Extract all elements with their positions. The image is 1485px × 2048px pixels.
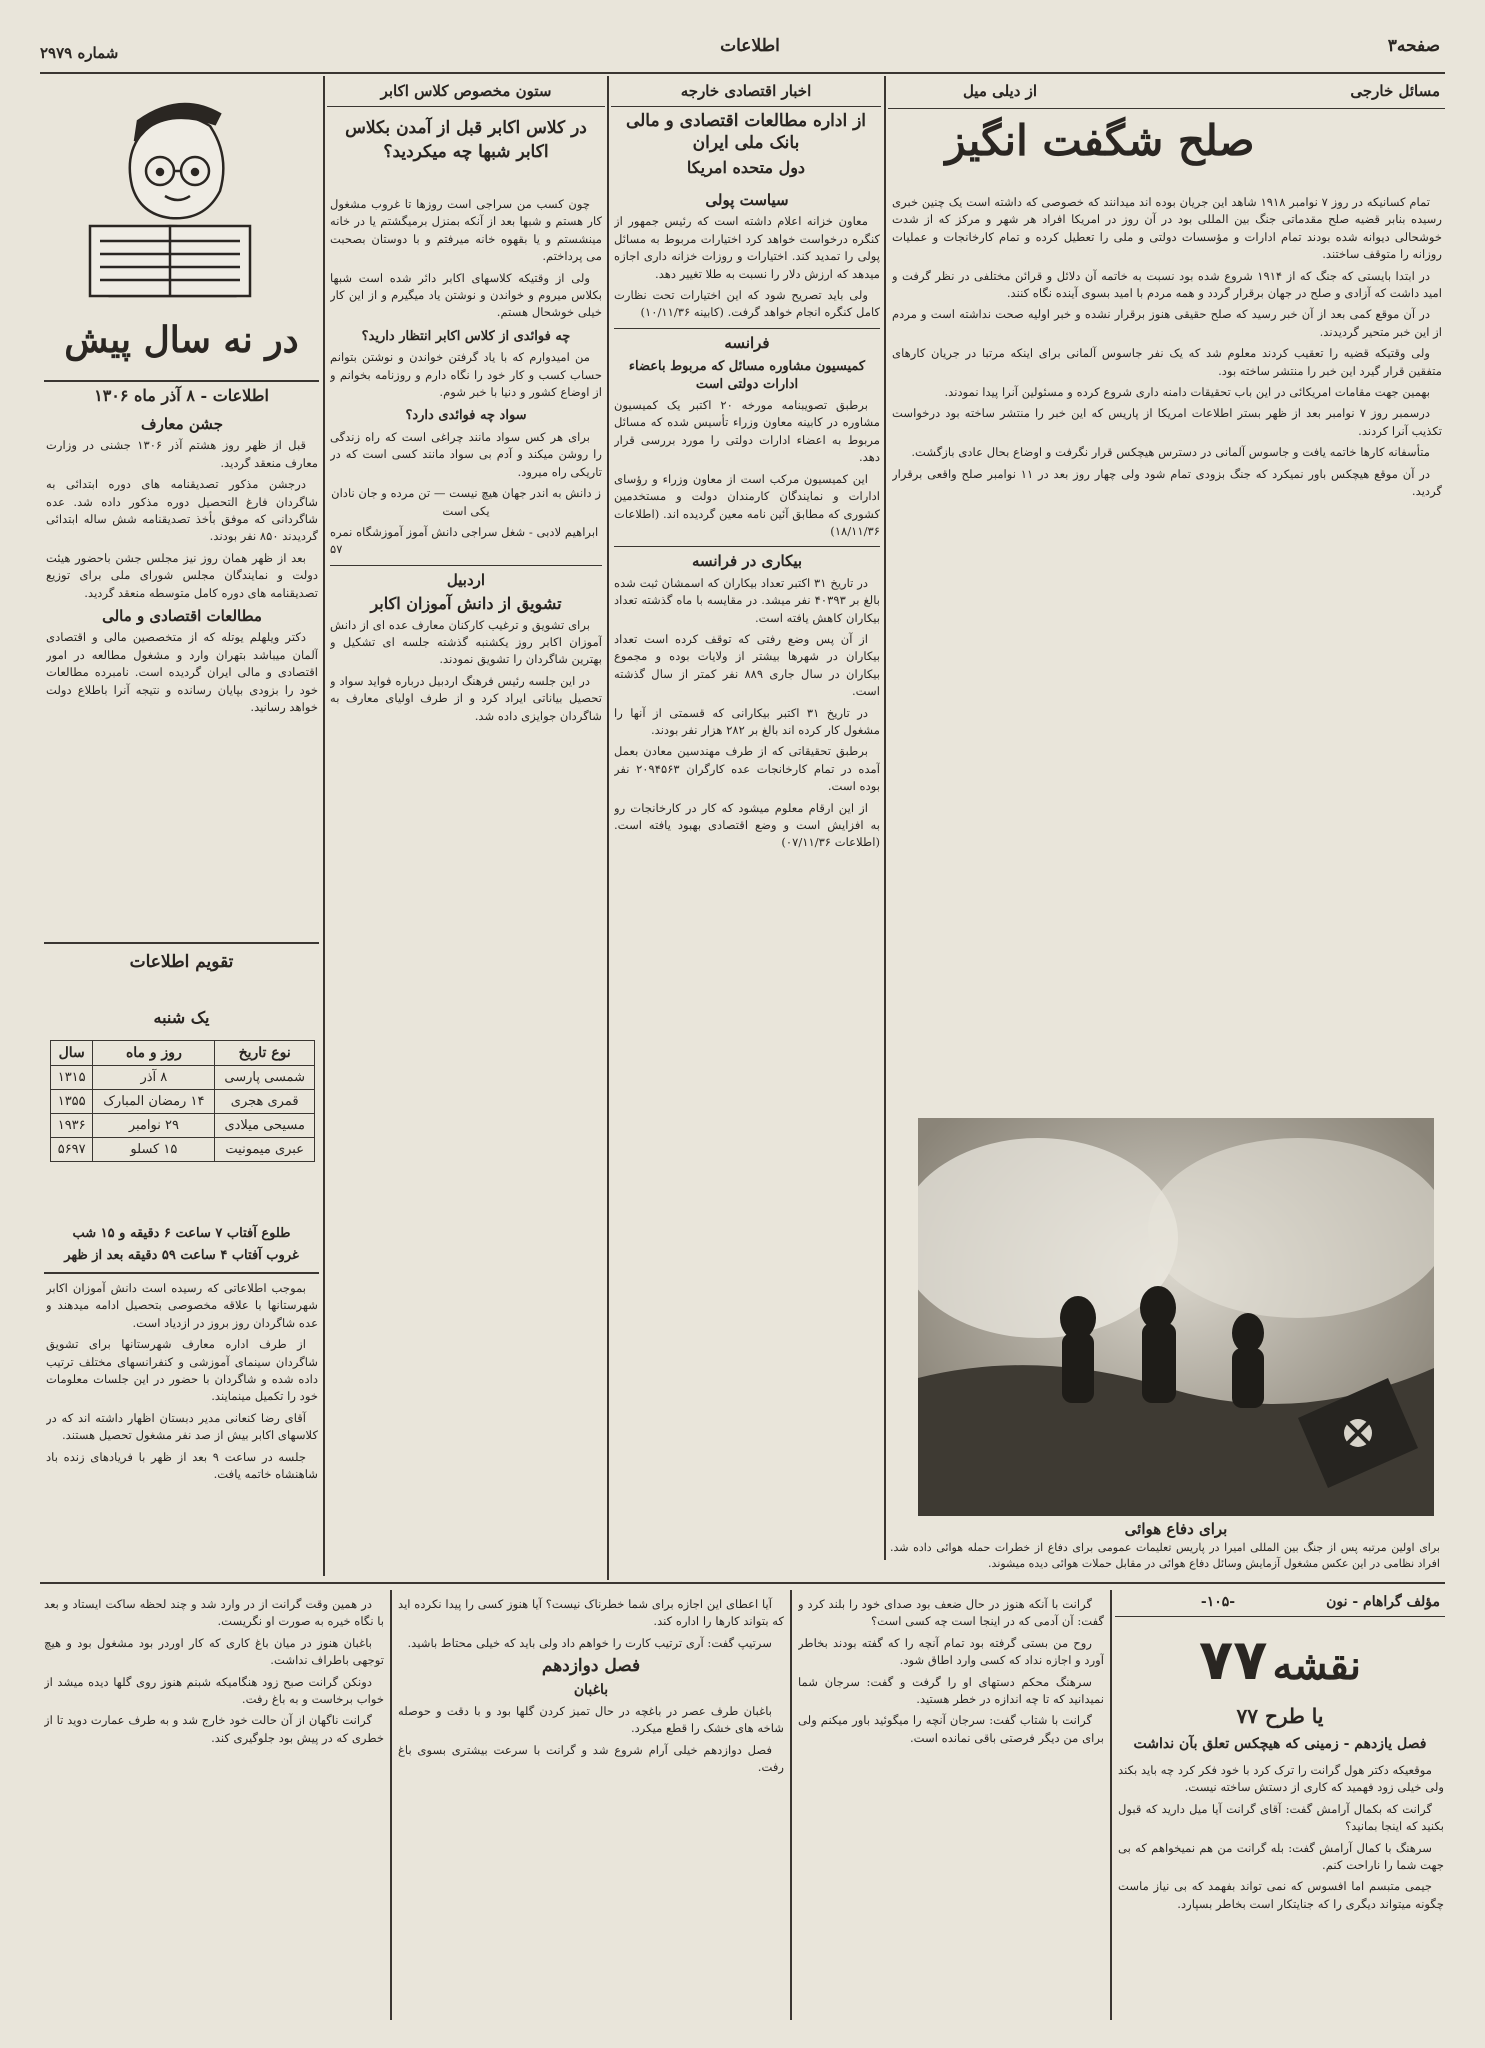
dateline: اطلاعات - ۸ آذر ماه ۱۳۰۶ [94, 386, 269, 405]
table-header-row [51, 1041, 315, 1066]
serial-title-block [1115, 1628, 1445, 1698]
serial-author: مؤلف گراهام - نون [1326, 1594, 1440, 1610]
newspaper-name: اطلاعات [720, 36, 780, 56]
section-rule [44, 1272, 319, 1274]
paragraph: ولی از وقتیکه کلاسهای اکابر دائر شده است شبها بکلاس میروم و خواندن و نوشتن یاد میگیرم و از این کار خیلی خوشحال هستم. [330, 270, 602, 320]
column-header: سال [51, 1041, 93, 1066]
serial-page-number: -۱۰۵- [1200, 1594, 1236, 1610]
paragraph: درسمبر روز ۷ نوامبر بعد از ظهر بستر اطلاعات امریکا از پاریس که این خبر را منتشر ساخته بود درخواست تکذیب آنرا کردند. [892, 406, 1442, 438]
cartoon-illustration [70, 96, 270, 306]
subtitle: مطالعات اقتصادی و مالی [102, 607, 262, 626]
paragraph: دکتر ویلهلم یوتله که از متخصصین مالی و اقتصادی آلمان میباشد بتهران وارد و مشغول مطالعه در امور اقتصادی و مالی ایران گردیده است. نامبرده مطالعات خود را بزودی بپایان رسانده و نتیجه آنرا باطلاع دولت خواهد رسانید. [46, 630, 318, 715]
column-header: نوع تاریخ [215, 1041, 315, 1066]
paragraph: من امیدوارم که با یاد گرفتن خواندن و نوشتن بتوانم حساب کسب و کار خود را نگاه دارم و روزنامه بخوانم و از اوضاع کشور و دنیا با خبر شوم. [330, 350, 602, 400]
separator [614, 546, 880, 547]
paragraph: معاون خزانه اعلام داشته است که رئیس جمهور از کنگره درخواست خواهد کرد اختیارات مربوط به مسائل پولی را تمدید کند. اختیارات و روزات خزانه داری اجازه میدهد که ارزش دلار را نسبت به طلا تغییر دهد. [614, 214, 880, 281]
column-header: روز و ماه [93, 1041, 215, 1066]
paragraph: گرانت با آنکه هنوز در حال ضعف بود صدای خود را بلند کرد و گفت: آن آدمی که در اینجا است چه کسی است؟ [798, 1597, 1104, 1629]
header-rule [327, 106, 605, 107]
economic-headline: از اداره مطالعات اقتصادی و مالی بانک ملی ایران [625, 111, 867, 153]
table-cell: ۱۹۳۶ [51, 1114, 93, 1138]
paragraph: برای هر کس سواد مانند چراغی است که راه زندگی را روشن میکند و آدم بی سواد مانند کسی است که در تاریکی راه میرود. [330, 429, 602, 479]
foreign-article-body [892, 194, 1442, 1114]
paragraph: در این جلسه رئیس فرهنگ اردبیل درباره فواید سواد و تحصیل بیاناتی ایراد کرد و از طرف اولیای معارف به شاگردان جوایزی داده شد. [330, 673, 602, 723]
article-subtitle: کمیسیون مشاوره مسائل که مربوط باعضاء ادارات دولتی است [628, 359, 866, 392]
serial-title-number: ۷۷ [1199, 1628, 1268, 1693]
separator [614, 328, 880, 329]
masthead-rule [40, 72, 1445, 74]
paragraph: برطبق تحقیقاتی که از طرف مهندسین معادن بعمل آمده در تمام کارخانجات عده کارگران ۲۰۹۴۵۶۳ نفر بوده است. [614, 744, 880, 794]
paragraph: آقای رضا کنعانی مدیر دبستان اظهار داشته اند که در کلاسهای اکابر بیش از صد نفر مشغول تحصیل هستند. [46, 1410, 318, 1443]
serial-column-3 [398, 1596, 784, 2020]
article-title: سیاست پولی [705, 191, 789, 209]
table-row [51, 1114, 315, 1138]
table-row [51, 1090, 315, 1114]
paragraph: سرهنگ محکم دستهای او را گرفت و گفت: سرجان شما نمیدانید که تا چه اندازه در خطر هستید. [798, 1674, 1104, 1707]
article-title: بیکاری در فرانسه [691, 552, 803, 571]
issue-label: شماره ۲۹۷۹ [40, 44, 119, 62]
serial-column-4 [44, 1596, 384, 2020]
table-cell: ۱۳۵۵ [51, 1090, 93, 1114]
memory-body [46, 410, 318, 930]
table-cell: ۱۳۱۵ [51, 1066, 93, 1090]
serial-chapter: فصل یازدهم - زمینی که هیچکس تعلق بآن نداشت [1133, 1736, 1427, 1752]
table-cell: ۵۶۹۷ [51, 1138, 93, 1162]
paragraph: ولی باید تصریح شود که این اختیارات تحت نظارت کامل کنگره انجام خواهد گرفت. (کابینه ۱۰/۱۱/۳۶) [614, 288, 880, 320]
table-cell: عبری میمونیت [215, 1138, 315, 1162]
paragraph: در تاریخ ۳۱ اکتبر بیکارانی که قسمتی از آنها را مشغول کار کرده اند بالغ بر ۲۸۲ هزار نفر بودند. [614, 705, 880, 737]
column-rule [884, 76, 886, 1560]
photo-image [918, 1118, 1434, 1516]
separator [330, 565, 602, 566]
sub-headline: تشویق از دانش آموزان اکابر [370, 594, 562, 614]
section-rule [44, 942, 319, 944]
table-cell: ۸ آذر [93, 1066, 215, 1090]
paragraph: قبل از ظهر روز هشتم آذر ۱۳۰۶ جشنی در وزارت معارف منعقد گردید. [46, 438, 318, 470]
paragraph: فصل دوازدهم خیلی آرام شروع شد و گرانت با سرعت بیشتری بسوی باغ رفت. [398, 1742, 784, 1775]
column-rule [1110, 1590, 1112, 2020]
calendar-table-wrap [50, 1040, 315, 1162]
paragraph: متأسفانه کارها خاتمه یافت و جاسوس آلمانی در دسترس هیچکس قرار نگرفت و اوضاع بحال عادی بازگشت. [911, 445, 1430, 460]
section-label: اخبار اقتصادی خارجه [680, 82, 812, 100]
subtitle: جشن معارف [141, 415, 223, 433]
paragraph: بموجب اطلاعاتی که رسیده است دانش آموزان اکابر شهرستانها با علاقه مخصوصی بتحصیل ادامه میدهند و عده شاگردان روز بروز در ازدیاد است. [46, 1281, 318, 1330]
table-row [51, 1138, 315, 1162]
photo-caption-text: برای اولین مرتبه پس از جنگ بین المللی امیرا در پاریس تعلیمات عمومی برای دفاع از خطرات حمله هوائی داده شد. افراد نظامی در این عکس مشغول آزمایش وسائل دفاع هوائی در مقابل حملات هوائی دیده میشوند. [890, 1541, 1440, 1570]
section-label: مسائل خارجی [1350, 82, 1440, 100]
paragraph: باغبان هنوز در میان باغ کاری که کار اوردر بود مشغول بود و هیچ توجهی باطراف نداشت. [44, 1635, 384, 1668]
table-cell: ۱۵ کسلو [93, 1138, 215, 1162]
table-cell: شمسی پارسی [215, 1066, 315, 1090]
header-rule [1115, 1616, 1445, 1617]
headline: صلح شگفت انگیز [945, 116, 1255, 165]
column-rule [790, 1590, 792, 2020]
question: سواد چه فوائدی دارد؟ [405, 408, 527, 424]
paragraph: از طرف اداره معارف شهرستانها برای تشویق شاگردان سینمای آموزشی و کنفرانسهای مختلف ترتیب داده شده و شاگردان با حضور در این جلسات معلومات خود را تکمیل مینمایند. [46, 1337, 318, 1404]
paragraph: از این ارقام معلوم میشود که کار در کارخانجات رو به افزایش است و وضع اقتصادی بهبود یافته است. (اطلاعات ۰۷/۱۱/۳۶) [614, 800, 880, 850]
paragraph: سرهنگ با کمال آرامش گفت: بله گرانت من هم نمیخواهم که بی جهت شما را ناراحت کنم. [1118, 1840, 1444, 1873]
serial-rule [40, 1582, 1445, 1584]
paragraph: چون کسب من سراجی است روزها تا غروب مشغول کار هستم و شبها بعد از آنکه بمنزل برمیگشتم یا در خانه مینشستم و یا بقهوه خانه میرفتم و با دوستان بصحبت می پرداختم. [330, 197, 602, 264]
paragraph: بهمین جهت مقامات امریکائی در این باب تحقیقات دامنه داری شروع کرده و مسئولین آنرا پیدا نمودند. [944, 385, 1430, 400]
paragraph: در ابتدا بایستی که جنگ که از ۱۹۱۴ شروع شده بود نسبت به خاتمه آن دلائل و قرائن مختلفی در نظر گرفت و امید داشت که آزادی و صلح در جهان برقرار گردد و همه مردم با امید بسوی آینده نگاه کنند. [892, 268, 1442, 301]
paragraph: از آن پس وضع رفتی که توقف کرده است تعداد بیکاران در شهرها بیشتر از ولایات بوده و مجموع بیکاران در سال جاری ۸۸۹ نفر کمتر از سال گذشته است. [614, 631, 880, 699]
calendar-notes [46, 1280, 318, 1570]
paragraph: در تاریخ ۳۱ اکتبر تعداد بیکاران که اسمشان ثبت شده بالغ بر ۴۰۳۹۳ نفر میشد. در مقایسه با ماه گذشته تعداد بیکاران کاهش یافته است. [614, 575, 880, 625]
paragraph: درجشن مذکور تصدیقنامه های دوره ابتدائی به شاگردان فارغ التحصیل دوره مذکور داده شد. عده شاگردانی که موفق بأخذ تصدیقنامه شش ساله ابتدائی گردیدند ۸۵۰ نفر بودند. [46, 477, 318, 544]
city-title: اردبیل [446, 570, 486, 589]
column-rule [323, 76, 325, 1576]
paragraph: دونکن گرانت صبح زود هنگامیکه شبنم هنوز روی گلها دیده میشد از خواب برخاست و به باغ رفت. [44, 1674, 384, 1707]
paragraph: روح من بستی گرفته بود تمام آنچه را که گفته بودند بخاطر آورد و اجازه نداد که کسی وارد اطاق شود. [798, 1635, 1104, 1668]
paragraph: برطبق تصویبنامه مورخه ۲۰ اکتبر یک کمیسیون مشاوره در کابینه معاون وزراء تأسیس شده که مسائل مربوط به اعضاء ادارات دولتی را مورد بررسی قرار دهد. [614, 398, 880, 465]
paragraph: در آن موقع کمی بعد از آن خبر رسید که صلح حقیقی هنوز برقرار نشده و خبر اولیه صحت نداشته است و مردم از این خبر متحیر گردیدند. [892, 307, 1442, 339]
source-label: از دیلی میل [962, 82, 1038, 100]
air-defense-photo [918, 1118, 1434, 1516]
table-cell: ۲۹ نوامبر [93, 1114, 215, 1138]
paragraph: گرانت ناگهان از آن حالت خود خارج شد و به طرف عمارت دوید تا از خطری که در پیش بود جلوگیری کند. [44, 1713, 384, 1745]
paragraph: آیا اعطای این اجازه برای شما خطرناک نیست؟ آیا هنوز کسی را پیدا نکرده اید که بتواند کارها را اداره کند. [398, 1597, 784, 1629]
table-cell: قمری هجری [215, 1090, 315, 1114]
paragraph: جلسه در ساعت ۹ بعد از ظهر با فریادهای زنده باد شاهنشاه خاتمه یافت. [46, 1449, 318, 1482]
calendar-table [50, 1040, 315, 1162]
photo-caption-title: برای دفاع هوائی [1124, 1520, 1228, 1538]
paragraph: موقعیکه دکتر هول گرانت را ترک کرد با خود فکر کرد چه باید بکند ولی خیلی زود فهمید که کاری از دستش ساخته نیست. [1118, 1763, 1444, 1795]
paragraph: گرانت با شتاب گفت: سرجان آنچه را میگوئید باور میکنم ولی برای من دیگر فرصتی باقی نمانده است. [798, 1713, 1104, 1745]
calendar-day: یک شنبه [153, 1008, 210, 1027]
chapter-title: فصل دوازدهم [541, 1656, 641, 1677]
paragraph: سرتیپ گفت: آری ترتیب کارت را خواهم داد ولی باید که خیلی محتاط باشید. [407, 1635, 772, 1650]
paragraph: تمام کسانیکه در روز ۷ نوامبر ۱۹۱۸ شاهد این جریان بوده اند میدانند که خصوصی که داشته است یک چنین خبری رسیده بنابر قضیه صلح مقدماتی جنگ بین المللی بود در آن روز در امریکا افراد هر شهر و مرکز که از شدت خوشحالی دیوانه شده بودند تمام ادارات و مؤسسات دولتی و ملی را تعطیل کرده و تمام کارخانجات و عملیات روزانه را متوقف ساختند. [892, 195, 1442, 262]
serial-title: نقشه [1272, 1642, 1361, 1689]
section-rule [44, 380, 319, 382]
paragraph: در همین وقت گرانت از در وارد شد و چند لحظه ساکت ایستاد و بعد با نگاه خیره به صورت او نگریست. [44, 1597, 384, 1629]
page-label: صفحه۳ [1387, 36, 1440, 56]
header-rule [888, 108, 1445, 109]
header-rule [611, 106, 881, 107]
economic-subhead: دول متحده امریکا [686, 158, 806, 177]
nine-years-title: در نه سال پیش [64, 319, 299, 361]
paragraph: این کمیسیون مرکب است از معاون وزراء و رؤسای ادارات و نمایندگان کارمندان دولت و مستخدمین کشوری که مطابق آئین نامه معین گردیده اند. (اطلاعات ۱۸/۱۱/۳۶) [614, 471, 880, 538]
column-rule [607, 76, 609, 1580]
chapter-subtitle: باغبان [573, 1681, 609, 1698]
verse: ز دانش به اندر جهان هیچ نیست — تن مرده و جان نادان یکی است [331, 486, 601, 518]
paragraph: باغبان طرف عصر در باغچه در حال تمیز کردن گلها بود و با دقت و حوصله شاخه های خشک را قطع میکرد. [398, 1704, 784, 1736]
paragraph: در آن موقع هیچکس باور نمیکرد که جنگ بزودی تمام شود ولی چهار روز بعد در ۱۱ نوامبر صلح واقعی برقرار گردید. [892, 466, 1442, 499]
paragraph: گرانت که بکمال آرامش گفت: آقای گرانت آیا میل دارید که قبول بکنید که اینجا بمانید؟ [1118, 1801, 1444, 1834]
sunset: غروب آفتاب ۴ ساعت ۵۹ دقیقه بعد از ظهر [64, 1248, 299, 1263]
section-label: ستون مخصوص کلاس اکابر [380, 82, 552, 100]
table-cell: مسیحی میلادی [215, 1114, 315, 1138]
question: چه فوائدی از کلاس اکابر انتظار دارید؟ [361, 328, 571, 344]
paragraph: بعد از ظهر همان روز نیز مجلس جشن باحضور هیئت دولت و نمایندگان مجلس شورای ملی برای توزیع تصدیقنامه های دوره کامل متوسطه منعقد گردید. [46, 550, 318, 600]
calendar-title: تقویم اطلاعات [129, 952, 234, 972]
paragraph: برای تشویق و ترغیب کارکنان معارف عده ای از دانش آموزان اکابر روز یکشنبه گذشته جلسه ای تشکیل و بهترین شاگردان را تشویق نمودند. [330, 617, 602, 667]
serial-column-1 [1118, 1762, 1444, 2022]
serial-column-2 [798, 1596, 1104, 2020]
table-row [51, 1066, 315, 1090]
article-title: فرانسه [724, 333, 770, 352]
column-rule [390, 1590, 392, 2020]
paragraph: جیمی متبسم اما افسوس که نمی تواند بفهمد که بی نیاز ماست چگونه میتواند دیگری را که جنایتکار است بخاطر بسپارد. [1118, 1879, 1444, 1911]
classes-headline: در کلاس اکابر قبل از آمدن بکلاس اکابر شبها چه میکردید؟ [345, 118, 587, 162]
classes-body [330, 196, 602, 1576]
economic-body [614, 186, 880, 1576]
signature: ابراهیم لادبی - شغل سراجی دانش آموز آموزشگاه نمره ۵۷ [330, 524, 599, 557]
serial-subtitle: یا طرح ۷۷ [1236, 1704, 1324, 1728]
table-cell: ۱۴ رمضان المبارک [93, 1090, 215, 1114]
sunrise: طلوع آفتاب ۷ ساعت ۶ دقیقه و ۱۵ شب [72, 1226, 291, 1241]
paragraph: ولی وقتیکه قضیه را تعقیب کردند معلوم شد که یک نفر جاسوس آلمانی برای اینکه مرتبا در جریان کارهای متفقین قرار گیرد این خبر را منتشر ساخته بود. [892, 346, 1442, 378]
